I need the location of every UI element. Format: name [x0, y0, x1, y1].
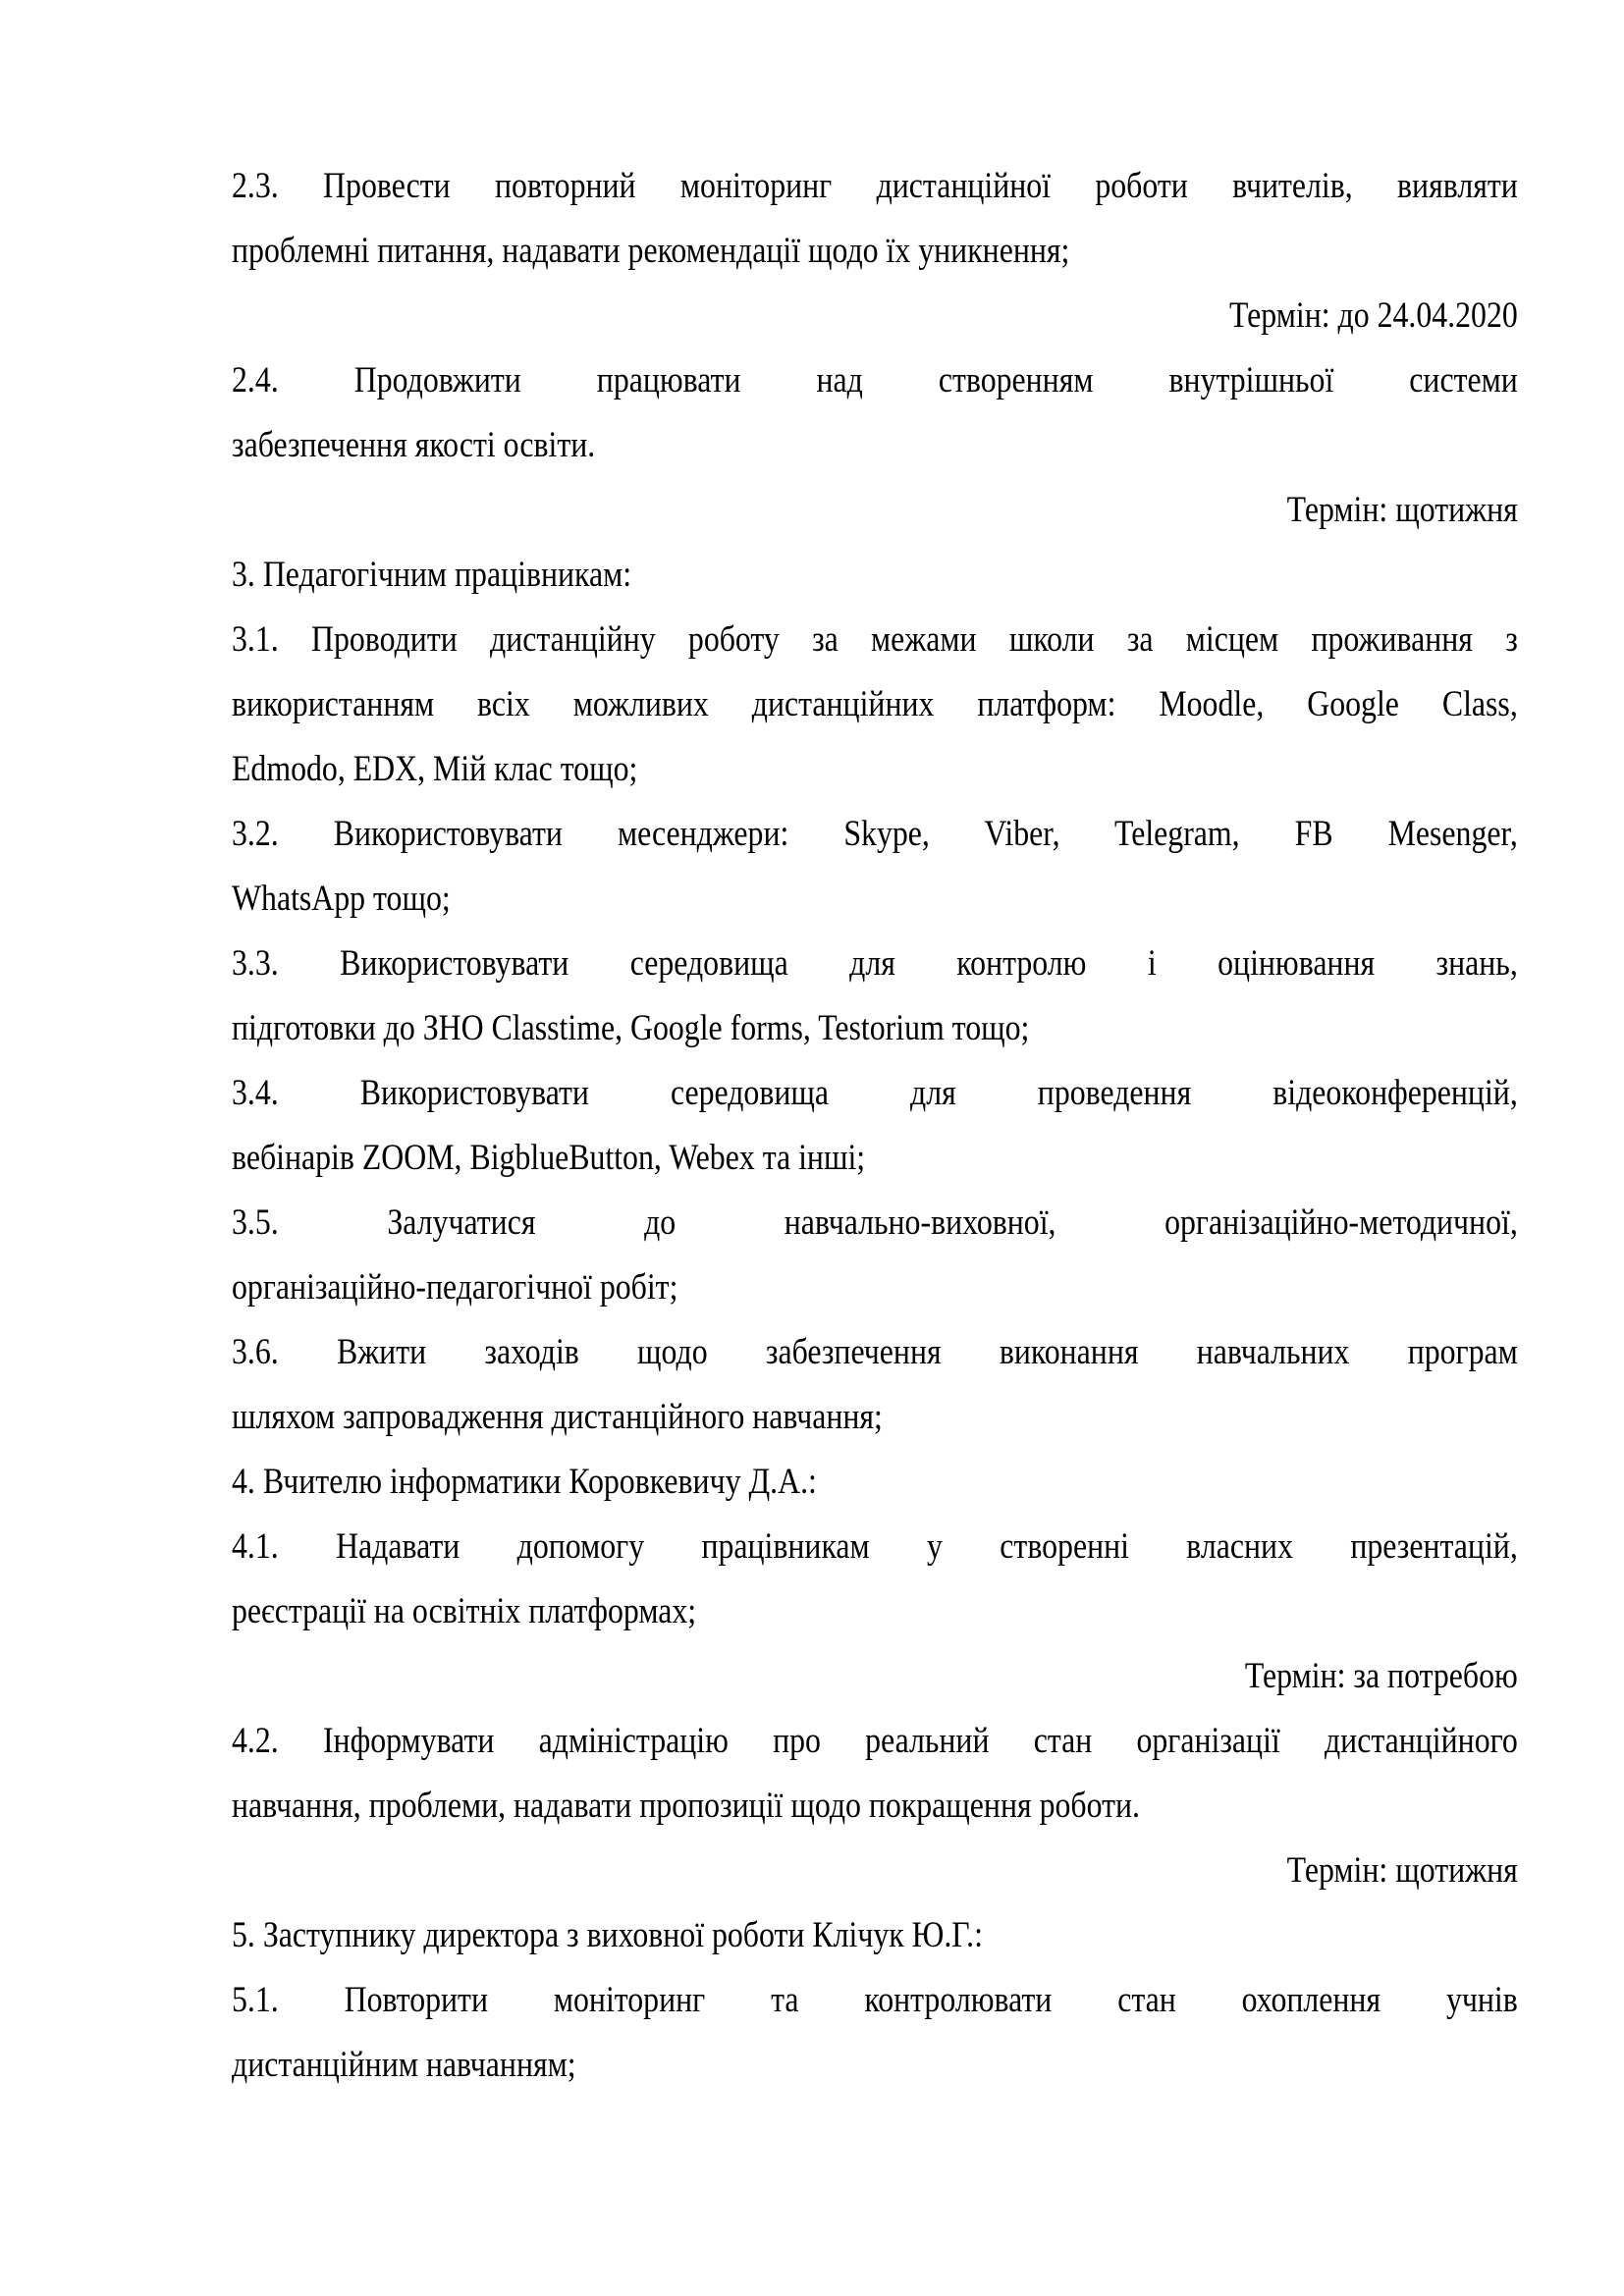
paragraph-line: 3.3. Використовувати середовища для контролю і оцінювання знань, — [232, 943, 1518, 984]
paragraph-line: 3.2. Використовувати месенджери: Skype, Viber, Telegram, FB Mesenger, — [232, 814, 1518, 854]
deadline-line — [232, 1839, 1518, 1903]
deadline-line — [232, 1644, 1518, 1709]
paragraph-line: підготовки до ЗНО Classtime, Google forms, Testorium тощо; — [232, 1008, 1030, 1048]
paragraph-line: шляхом запровадження дистанційного навчання; — [232, 1397, 883, 1437]
paragraph-line: вебінарів ZOOM, BigblueButton, Webex та інші; — [232, 1138, 866, 1178]
paragraph-line: WhatsApp тощо; — [232, 879, 451, 919]
paragraph-line: 3. Педагогічним працівникам: — [232, 555, 632, 595]
paragraph — [232, 1515, 1518, 1644]
paragraph-line: дистанційним навчанням; — [232, 2045, 576, 2085]
paragraph-line: 4. Вчителю інформатики Коровкевичу Д.А.: — [232, 1462, 817, 1502]
paragraph — [232, 608, 1518, 802]
paragraph — [232, 1320, 1518, 1450]
paragraph — [232, 1061, 1518, 1191]
paragraph — [232, 1191, 1518, 1320]
paragraph — [232, 802, 1518, 932]
paragraph-line: 5. Заступнику директора з виховної роботи Клічук Ю.Г.: — [232, 1915, 983, 1955]
deadline-text: Термін: до 24.04.2020 — [1228, 295, 1518, 336]
paragraph-line: 4.1. Надавати допомогу працівникам у створенні власних презентацій, — [232, 1526, 1518, 1567]
deadline-text: Термін: за потребою — [1244, 1656, 1518, 1696]
deadline-line — [232, 284, 1518, 348]
paragraph-line: 2.4. Продовжити працювати над створенням внутрішньої системи — [232, 360, 1518, 400]
paragraph-line: 3.5. Залучатися до навчально-виховної, організаційно-методичної, — [232, 1202, 1518, 1243]
paragraph-line: 4.2. Інформувати адміністрацію про реальний стан організації дистанційного — [232, 1721, 1518, 1761]
paragraph — [232, 1709, 1518, 1839]
paragraph — [232, 1450, 1518, 1515]
document-page — [232, 154, 1518, 2098]
paragraph-line: 2.3. Провести повторний моніторинг дистанційної роботи вчителів, виявляти — [232, 166, 1518, 206]
paragraph-line: організаційно-педагогічної робіт; — [232, 1267, 678, 1308]
paragraph-line: реєстрації на освітніх платформах; — [232, 1591, 697, 1631]
deadline-line — [232, 478, 1518, 543]
paragraph — [232, 543, 1518, 608]
paragraph-line: навчання, проблеми, надавати пропозиції щодо покращення роботи. — [232, 1786, 1140, 1826]
paragraph — [232, 1903, 1518, 1968]
paragraph — [232, 1968, 1518, 2098]
paragraph — [232, 932, 1518, 1061]
paragraph-line: 3.1. Проводити дистанційну роботу за межами школи за місцем проживання з — [232, 619, 1518, 660]
paragraph-line: проблемні питання, надавати рекомендації щодо їх уникнення; — [232, 231, 1070, 271]
paragraph-line: 5.1. Повторити моніторинг та контролювати стан охоплення учнів — [232, 1980, 1518, 2020]
paragraph-line: 3.4. Використовувати середовища для проведення відеоконференцій, — [232, 1073, 1518, 1113]
deadline-text: Термін: щотижня — [1286, 490, 1518, 530]
paragraph-line: Edmodo, EDX, Мій клас тощо; — [232, 749, 638, 789]
paragraph-line: забезпечення якості освіти. — [232, 425, 596, 465]
paragraph — [232, 154, 1518, 284]
paragraph-line: 3.6. Вжити заходів щодо забезпечення виконання навчальних програм — [232, 1332, 1518, 1372]
deadline-text: Термін: щотижня — [1286, 1850, 1518, 1891]
document-body — [232, 154, 1518, 2098]
paragraph — [232, 348, 1518, 478]
paragraph-line: використанням всіх можливих дистанційних платформ: Moodle, Google Class, — [232, 684, 1518, 724]
